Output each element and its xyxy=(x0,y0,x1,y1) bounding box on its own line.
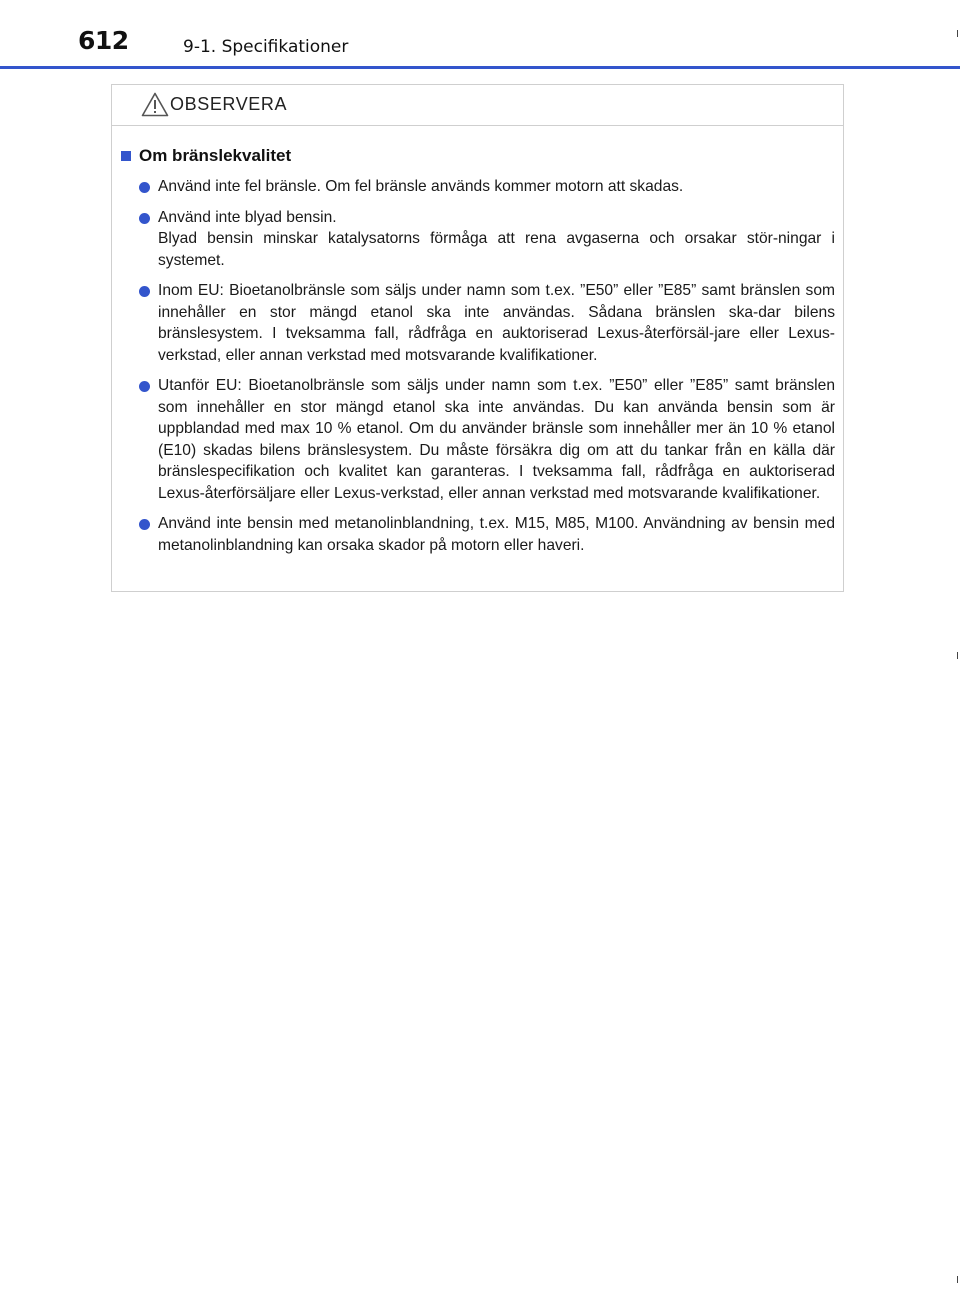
page-number: 612 xyxy=(78,26,129,55)
warning-triangle-icon xyxy=(141,92,169,117)
list-item xyxy=(119,280,835,366)
bullet-dot-icon xyxy=(139,286,150,297)
crop-mark xyxy=(957,30,958,37)
bullet-dot-icon xyxy=(139,519,150,530)
list-item-text: Använd inte blyad bensin. Blyad bensin minskar katalysatorns förmåga att rena avgaserna och orsakar stör-ningar i systemet. xyxy=(158,208,835,269)
bullet-dot-icon xyxy=(139,213,150,224)
header-rule xyxy=(0,66,960,69)
list-item xyxy=(119,207,835,272)
list-item xyxy=(119,375,835,504)
list-item-text: Utanför EU: Bioetanolbränsle som säljs under namn som t.ex. ”E50” eller ”E85” samt bränslen som innehåller en stor mängd etanol ska inte användas. Du kan använda bensin som är uppblandad med max 10 % etanol. Om du använder bränsle som innehåller mer än 10 % etanol (E10) skadas bilens bränslesystem. Du måste försäkra dig om att du tankar från en källa där bränslespecifikation och kvalitet kan garanteras. I tveksamma fall, rådfråga en auktoriserad Lexus-återförsäljare eller Lexus-verkstad, eller annan verkstad med motsvarande kvalifikationer. xyxy=(158,377,835,502)
notice-header xyxy=(112,85,843,126)
notice-title: OBSERVERA xyxy=(170,94,288,114)
list-item-text: Inom EU: Bioetanolbränsle som säljs under namn som t.ex. ”E50” eller ”E85” samt bränslen som innehåller en stor mängd etanol ska inte användas. Sådana bränslen ska-dar bilens bränslesystem. I tveksamma fall, rådfråga en auktoriserad Lexus-återförsäl-jare eller Lexus-verkstad, eller annan verkstad med motsvarande kvalifikationer. xyxy=(158,282,835,364)
crop-mark xyxy=(957,1276,958,1283)
square-bullet-icon xyxy=(121,151,131,161)
crop-mark xyxy=(957,652,958,659)
page-header xyxy=(0,0,960,70)
list-item xyxy=(119,176,835,198)
notice-box xyxy=(111,84,844,592)
section-title: 9-1. Specifikationer xyxy=(183,37,349,57)
bullet-dot-icon xyxy=(139,182,150,193)
bullet-dot-icon xyxy=(139,381,150,392)
list-item-text: Använd inte fel bränsle. Om fel bränsle används kommer motorn att skadas. xyxy=(158,178,684,195)
subheading xyxy=(119,146,835,166)
notice-body xyxy=(112,126,843,556)
list-item xyxy=(119,513,835,556)
list-item-text: Använd inte bensin med metanolinblandning, t.ex. M15, M85, M100. Användning av bensin med metanolinblandning kan orsaka skador på motorn eller haveri. xyxy=(158,515,835,554)
subheading-text: Om bränslekvalitet xyxy=(139,146,292,165)
